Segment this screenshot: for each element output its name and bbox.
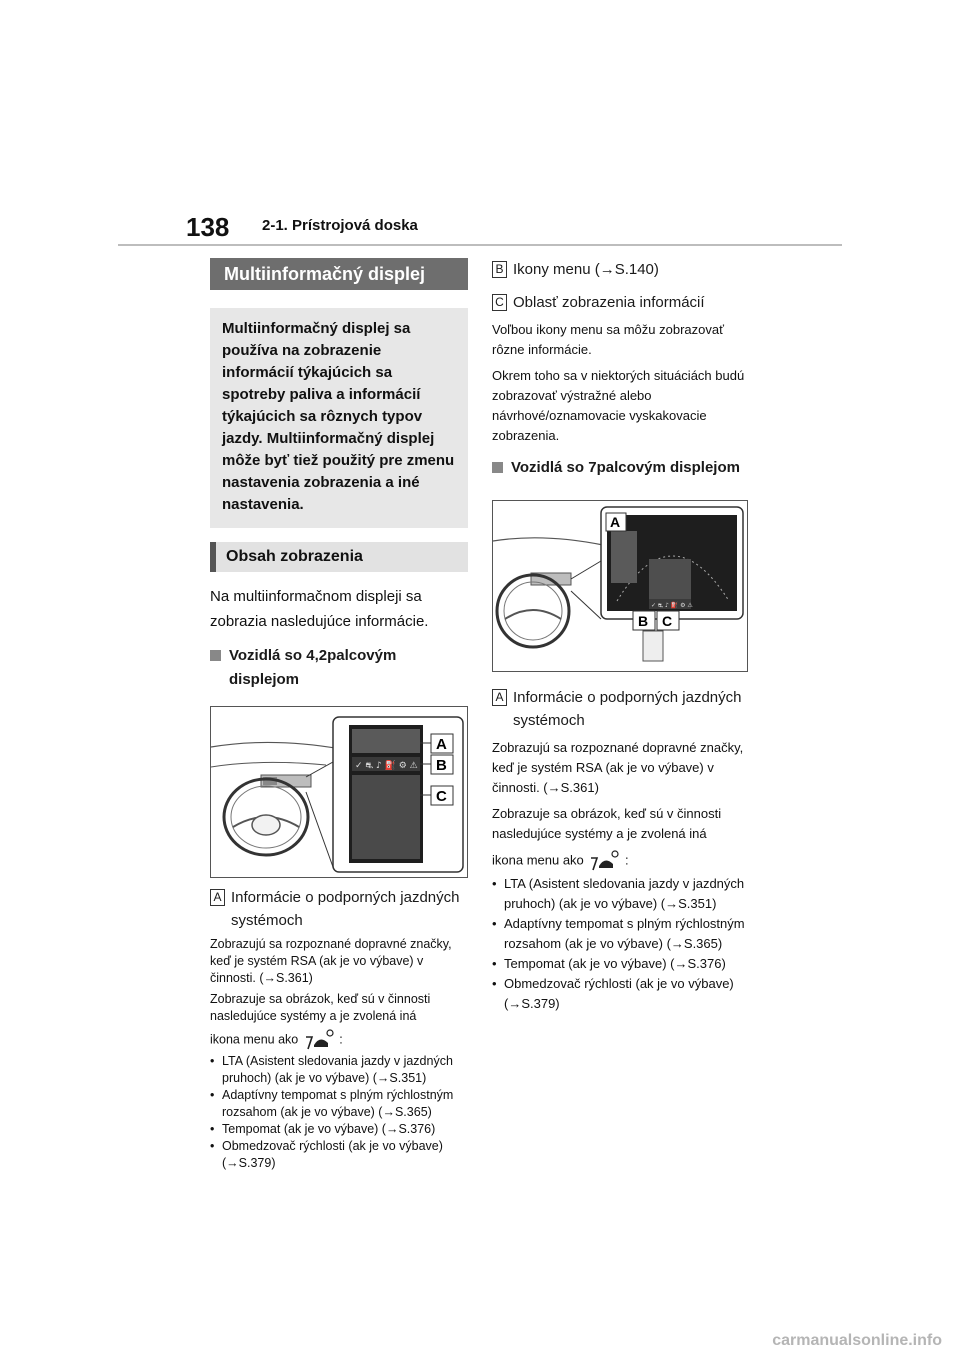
item-a-title: Informácie o podporných jazdných systémoch — [231, 889, 460, 929]
left-column — [210, 258, 468, 1172]
item-b-title: Ikony menu (→S.140) — [513, 261, 659, 278]
callout-b: B — [638, 613, 649, 629]
list-item: • Obmedzovač rýchlosti (ak je vo výbave) (→S.379) — [210, 1138, 468, 1172]
section-title: Multiinformačný displej — [210, 258, 468, 290]
item-a-paragraph-2: Zobrazuje sa obrázok, keď sú v činnosti nasledujúce systémy a je zvolená iná — [210, 992, 431, 1023]
item-a-menu-line — [492, 850, 750, 872]
right-paragraph-2: Okrem toho sa v niektorých situáciách budú zobrazovať výstražné alebo návrhové/oznamovacie vyskakovacie zobrazenia. — [492, 368, 745, 443]
item-c-heading — [492, 291, 750, 314]
list-item: • LTA (Asistent sledovania jazdy v jazdných pruhoch) (ak je vo výbave) (→S.351) — [210, 1053, 468, 1087]
list-item: • Adaptívny tempomat s plným rýchlostným rozsahom (ak je vo výbave) (→S.365) — [492, 914, 750, 954]
list-item: • Tempomat (ak je vo výbave) (→S.376) — [210, 1121, 468, 1138]
item-a-paragraph-1: Zobrazujú sa rozpoznané dopravné značky, keď je systém RSA (ak je vo výbave) v činnosti. (→S.361) — [210, 937, 452, 985]
menu-colon: : — [625, 852, 629, 868]
menu-text: ikona menu ako — [210, 1032, 299, 1047]
subheading-text: Vozidlá so 7palcovým displejom — [511, 459, 740, 476]
dashboard-illustration — [493, 501, 747, 671]
svg-text:✓ ⛐ ♪ ⛽ ⚙ ⚠: ✓ ⛐ ♪ ⛽ ⚙ ⚠ — [651, 602, 693, 609]
menu-text: ikona menu ako — [492, 852, 584, 868]
item-a-heading — [492, 686, 750, 732]
item-c-title: Oblasť zobrazenia informácií — [513, 294, 705, 311]
callout-b: B — [436, 757, 447, 774]
square-bullet-icon — [492, 462, 503, 473]
callout-a: A — [610, 514, 621, 530]
callout-c: C — [662, 613, 673, 629]
body-paragraph: Na multiinformačnom displeji sa zobrazia nasledujúce informácie. — [210, 588, 429, 630]
square-bullet-icon — [210, 650, 221, 661]
figure-4-2-inch-display — [210, 706, 468, 878]
dashboard-illustration — [211, 707, 467, 877]
item-b-heading — [492, 258, 750, 281]
callout-a: A — [436, 736, 447, 753]
list-item: • Tempomat (ak je vo výbave) (→S.376) — [492, 954, 750, 974]
svg-text:✓ ⛐ ♪ ⛽ ⚙ ⚠: ✓ ⛐ ♪ ⛽ ⚙ ⚠ — [355, 761, 418, 771]
label-box: A — [492, 689, 507, 706]
callout-c: C — [436, 788, 447, 805]
driving-assist-icon — [587, 850, 621, 872]
menu-colon: : — [339, 1032, 343, 1047]
chapter-title: 2-1. Prístrojová doska — [262, 217, 418, 234]
right-paragraph-1: Voľbou ikony menu sa môžu zobrazovať rôzne informácie. — [492, 322, 724, 357]
list-item: • Adaptívny tempomat s plným rýchlostným rozsahom (ak je vo výbave) (→S.365) — [210, 1087, 468, 1121]
bullet-list — [492, 874, 750, 1014]
list-item: • Obmedzovač rýchlosti (ak je vo výbave) (→S.379) — [492, 974, 750, 1014]
label-box: C — [492, 294, 507, 311]
label-box: A — [210, 889, 225, 906]
item-a-paragraph-1: Zobrazujú sa rozpoznané dopravné značky, keď je systém RSA (ak je vo výbave) v činnosti. (→S.361) — [492, 740, 744, 795]
driving-assist-icon — [302, 1029, 336, 1051]
figure-7-inch-display — [492, 500, 748, 672]
watermark: carmanualsonline.info — [772, 1332, 942, 1349]
bullet-list — [210, 1053, 468, 1172]
item-a-menu-line — [210, 1029, 468, 1051]
intro-box: Multiinformačný displej sa používa na zobrazenie informácií týkajúcich sa spotreby paliva a informácií týkajúcich sa rôznych typov jazdy. Multiinformačný displej môže byť tiež použitý pre zmenu nastavenia zobrazenia a iné nastavenia. — [210, 308, 468, 528]
header-divider — [118, 244, 842, 246]
item-a-paragraph-2: Zobrazuje sa obrázok, keď sú v činnosti nasledujúce systémy a je zvolená iná — [492, 806, 722, 841]
subheading-text: Vozidlá so 4,2palcovým displejom — [229, 647, 397, 688]
subheading-7-inch — [492, 456, 750, 480]
item-a-heading — [210, 886, 468, 932]
subsection-title: Obsah zobrazenia — [210, 542, 468, 572]
right-column — [492, 258, 750, 1014]
label-box: B — [492, 261, 507, 278]
page-number: 138 — [186, 212, 230, 242]
list-item: • LTA (Asistent sledovania jazdy v jazdných pruhoch) (ak je vo výbave) (→S.351) — [492, 874, 750, 914]
subheading-4-2-inch — [210, 644, 468, 692]
item-a-title: Informácie o podporných jazdných systémoch — [513, 689, 742, 729]
